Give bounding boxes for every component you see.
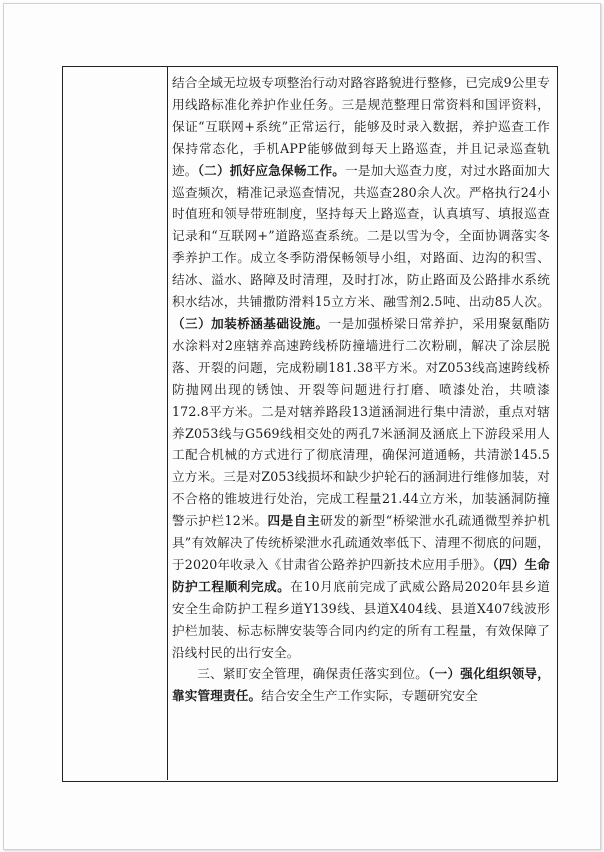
paragraph-2 bbox=[172, 663, 550, 707]
paragraph-1 bbox=[172, 72, 550, 663]
text-run: 三是对Z053线损坏和缺少护轮石的涵洞进行维修加装，对不合格的锥坡进行处治，完成工程量21.44立方米，加装涵洞防撞警示护栏12米。 bbox=[172, 469, 550, 529]
text-run: 二是对辖养路段13道涵洞进行集中清淤，重点对辖养Z053线与G569线相交处的两孔7米涵洞及涵底上下游段采用人工配合机械的方式进行了彻底清理，确保河道通畅，共清淤145.5立方米。 bbox=[172, 403, 550, 485]
section-heading: 三、紧盯安全管理，确保责任落实到位。 bbox=[197, 666, 429, 682]
text-run: 在10月底前完成了武威公路局2020年县乡道安全生命防护工程乡道Y139线、县道X404线、县道X407线波形护栏加装、标志标牌安装等合同内约定的所有工程量，有效保障了沿线村民的出行安全。 bbox=[172, 578, 550, 660]
text-run: 一是加大巡查力度，对过水路面加大巡查频次，精准记录巡查情况，共巡查280余人次。严格执行24小时值班和领导带班制度，坚持每天上路巡查，认真填写、填报巡查记录和“互联网+”道路巡查系统。 bbox=[172, 162, 550, 244]
text-run: 研发的新型“桥梁泄水孔疏通微型养护机具”有效解决了传统桥梁泄水孔疏通效率低下、清理不彻底的问题，于2020年收录入《甘肃省公路养护四新技术应用手册》。 bbox=[172, 513, 550, 572]
text-run: 一是加强桥梁日常养护，采用聚氨酯防水涂料对2座辖养高速跨线桥防撞墙进行二次粉刷，解决了涂层脱落、开裂的问题，完成粉刷181.38平方米。对Z053线高速跨线桥防抛网出现的锈蚀、开裂等问题进行打磨、喷漆处治，共喷漆172.8平方米。 bbox=[172, 315, 550, 419]
heading-run-organization: （一）强化组织领导，靠实管理责任。 bbox=[172, 666, 551, 704]
heading-run-four: 四是自主 bbox=[267, 513, 321, 529]
heading-run-emergency: （二）抓好应急保畅工作。 bbox=[197, 162, 346, 178]
heading-run-safety-works: （四）生命防护工程顺利完成。 bbox=[172, 556, 550, 594]
report-body bbox=[172, 72, 550, 707]
table-column-divider bbox=[167, 66, 168, 780]
text-run: 成立冬季防滑保畅领导小组，对路面、边沟的积雪、结冰、溢水、路障及时清理，及时打冰，防止路面及公路排水系统积水结冰，共铺撒防滑料15立方米、融雪剂2.5吨、出动85人次。 bbox=[172, 250, 551, 310]
text-run: 二是以雪为令，全面协调落实冬季养护工作。 bbox=[172, 228, 550, 266]
text-run: 结合安全生产工作实际，专题研究安全 bbox=[261, 688, 478, 704]
text-run: 结合全域无垃圾专项整治行动对路容路貌进行整修，已完成9公里专用线路标准化养护作业任务。三是规范整理日常资料和国评资料，保证“互联网+系统”正常运行，能够及时录入数据，养护巡查工作保持常态化，手机APP能够做到每天上路巡查，并且记录巡查轨迹。 bbox=[172, 75, 550, 178]
heading-run-bridges: （三）加装桥涵基础设施。 bbox=[172, 315, 329, 331]
